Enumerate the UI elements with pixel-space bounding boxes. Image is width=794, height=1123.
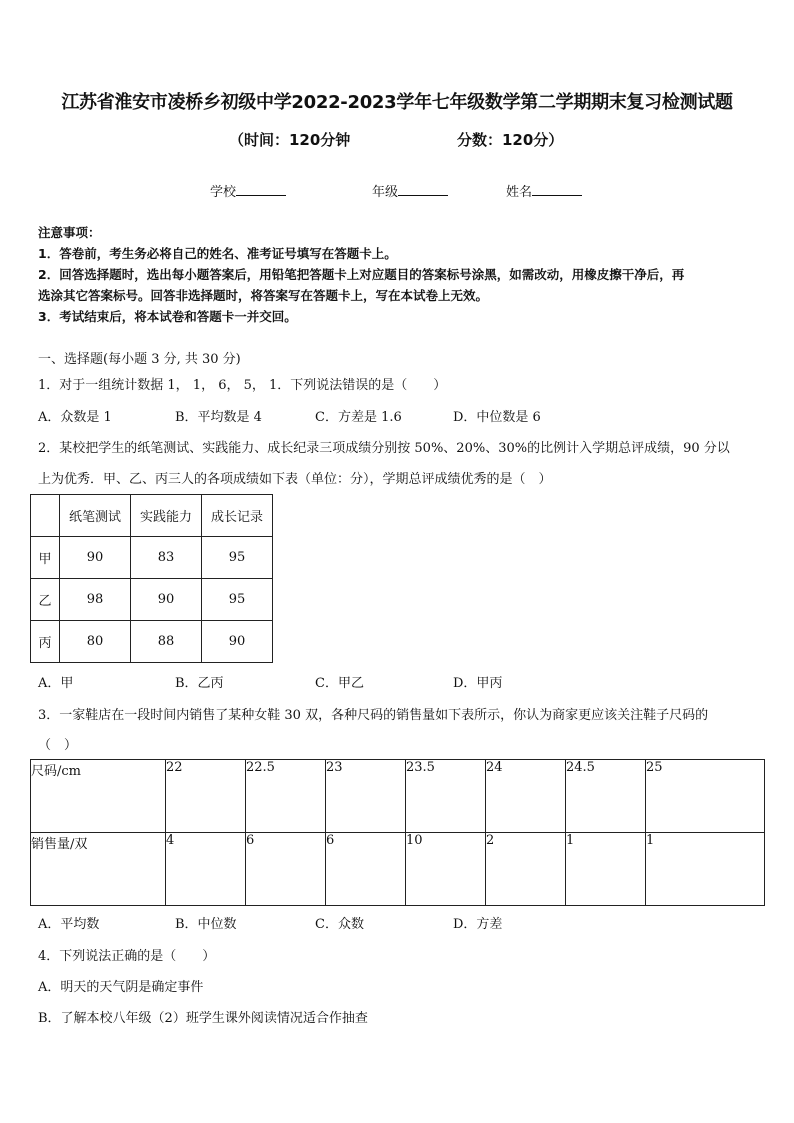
q2-option-a: A．甲 [38,676,74,691]
q3-stem-line-1: 3．一家鞋店在一段时间内销售了某种女鞋 30 双，各种尺码的销售量如下表所示，你认为商家更应该关注鞋子尺码的 [38,708,709,723]
q3-option-d: D．方差 [453,917,503,932]
table-header-cell: 实践能力 [131,495,202,537]
q4-option-a: A．明天的天气阴是确定事件 [38,980,204,995]
table-cell: 95 [202,537,273,579]
table-cell: 乙 [31,579,60,621]
notice-line-1: 1．答卷前，考生务必将自己的姓名、准考证号填写在答题卡上。 [38,246,397,261]
table-row [31,833,765,906]
q4-option-b: B．了解本校八年级（2）班学生课外阅读情况适合作抽查 [38,1011,368,1026]
q1-option-c: C．方差是 1.6 [315,410,402,425]
table-cell: 1 [566,833,646,906]
q1-stem: 1．对于一组统计数据 1， 1， 6， 5， 1．下列说法错误的是（ ） [38,378,447,393]
table-cell: 98 [60,579,131,621]
q1-option-d: D．中位数是 6 [453,410,541,425]
q2-option-b: B．乙丙 [175,676,224,691]
table-cell: 90 [60,537,131,579]
table-header-cell: 成长记录 [202,495,273,537]
table-cell: 24 [486,760,566,833]
table-cell: 83 [131,537,202,579]
q3-shoe-size-table [30,759,765,906]
name-label: 姓名 [506,185,533,200]
table-cell: 88 [131,621,202,663]
q2-option-c: C．甲乙 [315,676,364,691]
notice-line-3: 选涂其它答案标号。回答非选择题时，将答案写在答题卡上，写在本试卷上无效。 [38,288,489,303]
table-cell: 22 [166,760,246,833]
table-cell: 6 [246,833,326,906]
q2-score-table [30,494,273,663]
table-header-cell: 纸笔测试 [60,495,131,537]
table-cell: 甲 [31,537,60,579]
table-cell: 95 [202,579,273,621]
table-cell: 24.5 [566,760,646,833]
notice-heading: 注意事项： [38,225,101,240]
grade-label: 年级 [372,185,399,200]
name-field [506,181,582,200]
q3-stem-line-2: （ ） [38,738,78,753]
table-cell: 4 [166,833,246,906]
table-row [31,621,273,663]
q2-stem-line-1: 2．某校把学生的纸笔测试、实践能力、成长纪录三项成绩分别按 50%、20%、30%的比例计入学期总评成绩，90 分以 [38,441,730,456]
table-row [31,537,273,579]
q1-option-a: A．众数是 1 [38,410,112,425]
table-cell: 10 [406,833,486,906]
school-blank [236,182,286,196]
school-field [210,181,286,200]
q3-option-a: A．平均数 [38,917,100,932]
table-cell: 2 [486,833,566,906]
table-header-cell: 销售量/双 [31,833,166,906]
exam-time: （时间：120分钟 [229,131,351,149]
exam-score: 分数：120分） [457,131,564,149]
table-cell: 90 [131,579,202,621]
table-cell: 1 [646,833,765,906]
table-row [31,579,273,621]
section-heading: 一、选择题(每小题 3 分, 共 30 分) [38,352,241,367]
exam-title: 江苏省淮安市凌桥乡初级中学2022-2023学年七年级数学第二学期期末复习检测试题 [61,92,733,113]
school-label: 学校 [210,185,237,200]
table-cell: 23 [326,760,406,833]
table-cell: 6 [326,833,406,906]
table-cell: 22.5 [246,760,326,833]
table-cell: 80 [60,621,131,663]
table-row [31,760,765,833]
table-cell: 23.5 [406,760,486,833]
table-row [31,495,273,537]
table-header-cell: 尺码/cm [31,760,166,833]
name-blank [532,182,582,196]
grade-blank [398,182,448,196]
table-cell [31,495,60,537]
table-cell: 丙 [31,621,60,663]
notice-line-2: 2．回答选择题时，选出每小题答案后，用铅笔把答题卡上对应题目的答案标号涂黑，如需改动，用橡皮擦干净后，再 [38,267,685,282]
q1-option-b: B．平均数是 4 [175,410,262,425]
q3-option-b: B．中位数 [175,917,237,932]
q4-stem: 4．下列说法正确的是（ ） [38,949,216,964]
q3-option-c: C．众数 [315,917,364,932]
grade-field [372,181,448,200]
table-cell: 25 [646,760,765,833]
q2-option-d: D．甲丙 [453,676,503,691]
notice-line-4: 3．考试结束后，将本试卷和答题卡一并交回。 [38,309,297,324]
table-cell: 90 [202,621,273,663]
q2-stem-line-2: 上为优秀．甲、乙、丙三人的各项成绩如下表（单位：分），学期总评成绩优秀的是（ ） [38,472,552,487]
